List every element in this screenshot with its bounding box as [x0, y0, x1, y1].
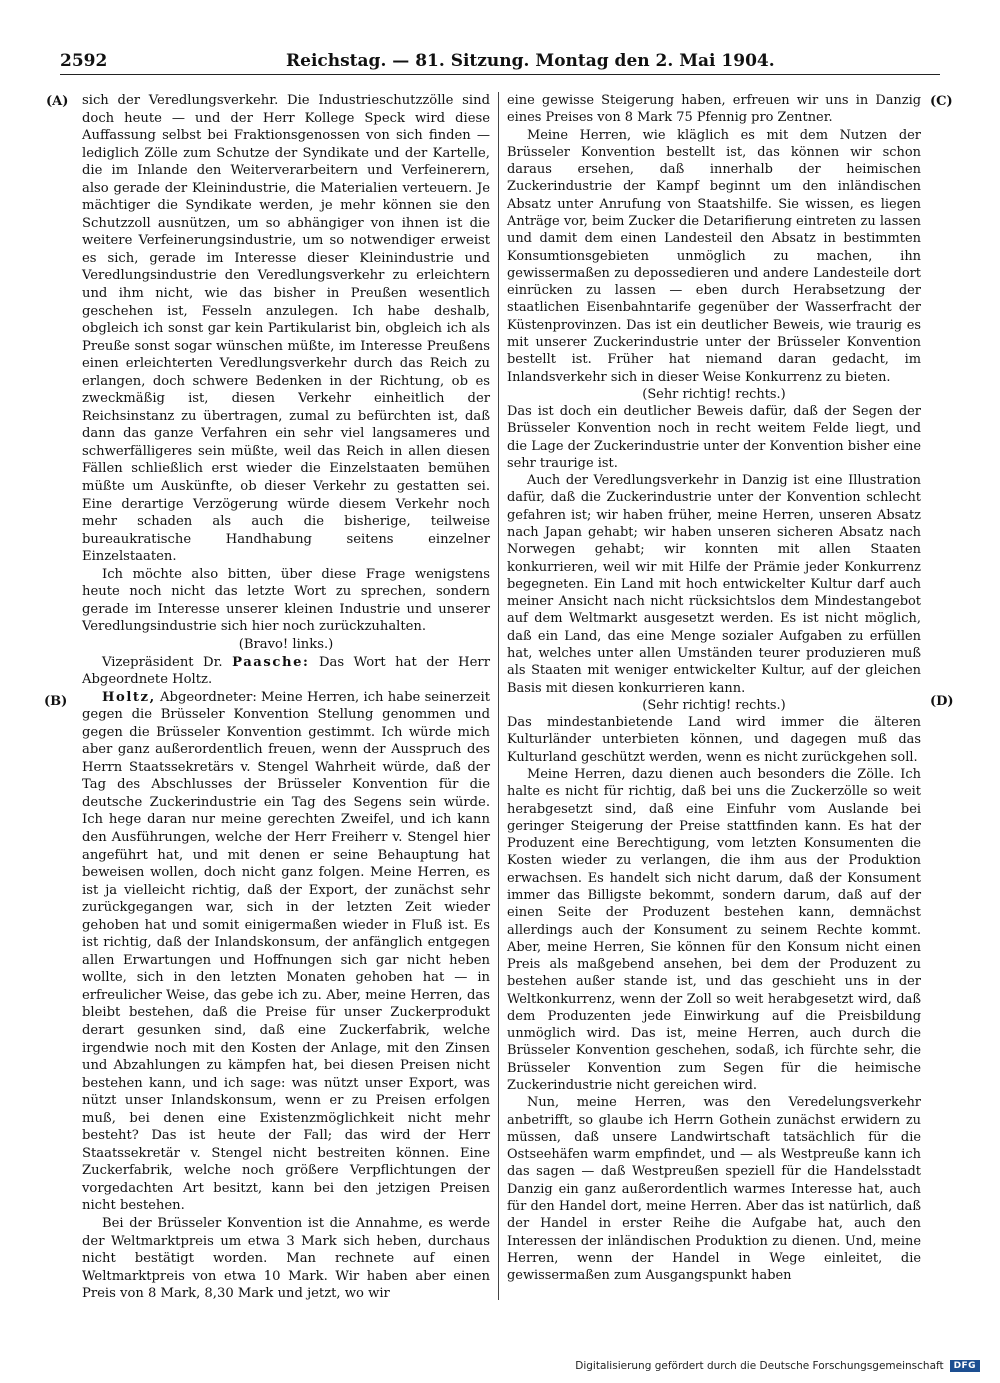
column-divider — [498, 92, 499, 1300]
chair-text: Das Wort hat der Herr Abgeordnete Holtz. — [82, 654, 490, 688]
paragraph: Bei der Brüsseler Konvention ist die Annahme, es werde der Weltmarktpreis um etwa 3 Mark sich heben, durchaus nicht bestätigt worden. Man rechnete auf einen Weltmarktpreis von etwa 10 Mark. Wir haben aber einen Preis von 8 Mark, 8,30 Mark und jetzt, wo wir — [82, 1216, 490, 1302]
left-column — [82, 92, 490, 1303]
applause-note: (Bravo! links.) — [238, 636, 334, 652]
margin-mark-c: (C) — [930, 94, 953, 109]
paragraph: Das mindestanbietende Land wird immer die älteren Kulturländer unterbieten können, und dagegen muß das Kulturland geschützt werden, wenn es nicht zurückgehen soll. — [507, 715, 921, 765]
paragraph: Das ist doch ein deutlicher Beweis dafür, daß der Segen der Brüsseler Konvention noch in recht weitem Felde liegt, und die Lage der Zuckerindustrie unter der Konvention bisher eine sehr traurige ist. — [507, 404, 921, 471]
dfg-logo: DFG — [950, 1360, 980, 1372]
page-number: 2592 — [60, 51, 108, 71]
paragraph: Meine Herren, dazu dienen auch besonders die Zölle. Ich halte es nicht für richtig, daß bei uns die Zuckerzölle so weit herabgesetzt sind, daß eine Einfuhr vom Auslande bei geringer Steigerung der Preise stattfinden kann. Es hat der Produzent eine Berechtigung, vom letzten Konsumenten die Kosten wieder zu verlangen, die ihm aus der Produktion erwachsen. Es handelt sich nicht darum, daß der Konsument immer das Billigste bekommt, sondern darum, daß auf der einen Seite der Produzent bestehen kann, demnächst allerdings auch der Konsument zu seinem Rechte kommt. Aber, meine Herren, Sie können für den Konsum nicht einen Preis als maßgebend ansehen, bei dem der Produzent zu bestehen außer stande ist, und das geschieht uns in der Weltkonkurrenz, wenn der Zoll so weit herabgesetzt wird, daß dem Produzenten jede Einwirkung auf die Preisbildung unmöglich wird. Das ist, meine Herren, auch durch die Brüsseler Konvention geschehen, sodaß, ich fürchte sehr, die Brüsseler Konvention zum Segen für die heimische Zuckerindustrie nicht gereichen wird. — [507, 766, 921, 1094]
running-title: Reichstag. — 81. Sitzung. Montag den 2. Mai 1904. — [286, 51, 775, 71]
speaker-paragraph — [82, 654, 490, 689]
speaker-paragraph — [82, 689, 490, 1215]
paragraph: Ich möchte also bitten, über diese Frage wenigstens heute noch nicht das letzte Wort zu sprechen, sondern gerade im Interesse unserer kleinen Industrie und unserer Veredlungsindustrie sich hier noch zurückzuhalten. — [82, 566, 490, 635]
right-column — [507, 92, 921, 1284]
paragraph: sich der Veredlungsverkehr. Die Industrieschutzzölle sind doch heute — und der Herr Kollege Speck wird diese Auffassung selbst bei Fraktionsgenossen von sich finden — lediglich Zölle zum Schutze der Syndikate und der Kartelle, die im Inlande den Weiterverarbeitern und Verfeinerern, also gerade der Kleinindustrie, die Materialien verteuern. Je mächtiger die Syndikate werden, je mehr können sie den Schutzzoll ausnützen, um so abhängiger von ihnen ist die weitere Verfeinerungsindustrie, um so notwendiger erweist es sich, gerade im Interesse dieser Kleinindustrie und Veredlungsindustrie den Veredlungsverkehr zu erleichtern und ihm nicht, wie das bisher in Preußen wesentlich geschehen ist, Fesseln anzulegen. Ich habe deshalb, obgleich ich sonst gar kein Partikularist bin, obgleich ich als Preuße sonst sogar wünschen müßte, im Interesse Preußens einen erleichterten Veredlungsverkehr durch das Reich zu erlangen, doch schwere Bedenken in der Richtung, ob es zweckmäßig ist, diesen Verkehr einheitlich der Reichsinstanz zu übertragen, zumal zu befürchten ist, daß dann das ganze Verfahren ein sehr viel langsameres und schwerfälligeres sein müßte, weil das Reich in allen diesen Fällen schließlich erst wieder die Einzelstaaten bemühen müßte um Auskünfte, ob dieser Verkehr zu gestatten sei. Eine derartige Verzögerung würde diesem Verkehr noch mehr schaden als auch die bisherige, teilweise bureaukratische Handhabung seitens einzelner Einzelstaaten. — [82, 93, 490, 565]
page-header — [60, 50, 940, 75]
margin-mark-d: (D) — [930, 694, 954, 709]
paragraph: Auch der Veredlungsverkehr in Danzig ist eine Illustration dafür, daß die Zuckerindustrie unter der Konvention schlecht gefahren ist; wir haben früher, meine Herren, unseren Absatz nach Japan gehabt; wir haben unseren sicheren Absatz nach Norwegen gehabt; wir konnten mit allen Staaten konkurrieren, weil wir mit Hilfe der Prämie jeder Konkurrenz begegneten. Ein Land mit hoch entwickelter Kultur darf auch meiner Ansicht nach nicht rücksichtslos dem Mindestangebot auf dem Weltmarkt ausgesetzt werden. Es ist nicht möglich, daß ein Land, das eine Menge sozialer Aufgaben zu erfüllen hat, welches unter allen Umständen teurer produzieren muß als Staaten mit weniger entwickelter Kultur, auf der gleichen Basis mit diesen konkurrieren kann. — [507, 473, 921, 696]
chair-name: Paasche: — [232, 654, 310, 670]
applause-note: (Sehr richtig! rechts.) — [642, 386, 786, 402]
margin-mark-a: (A) — [46, 94, 69, 109]
paragraph: eine gewisse Steigerung haben, erfreuen wir uns in Danzig eines Preises von 8 Mark 75 Pfennig pro Zentner. — [507, 93, 921, 126]
paragraph: Meine Herren, wie kläglich es mit dem Nutzen der Brüsseler Konvention bestellt ist, das können wir schon daraus ersehen, daß innerhalb der heimischen Zuckerindustrie der Kampf beginnt um den inländischen Absatz unter Anrufung von Staatshilfe. Sie wissen, es liegen Anträge vor, beim Zucker die Detarifierung eintreten zu lassen und damit dem einen Landesteil den Absatz in bestimmten Konsumtionsgebieten unmöglich zu machen, ihn gewissermaßen zu depossedieren und andere Landesteile dort einrücken zu lassen — eben durch Herabsetzung der staatlichen Eisenbahntarife gegenüber der Wasserfracht der Küstenprovinzen. Das ist ein deutlicher Beweis, wie traurig es mit unserer Zuckerindustrie unter der Brüsseler Konvention bestellt ist. Früher hat niemand daran gedacht, im Inlandsverkehr sich in dieser Weise Konkurrenz zu bieten. — [507, 127, 921, 385]
margin-mark-b: (B) — [44, 694, 68, 709]
digitization-credit — [575, 1360, 980, 1372]
speaker-name: Holtz, — [102, 689, 156, 705]
speaker-text: Abgeordneter: Meine Herren, ich habe seinerzeit gegen die Brüsseler Konvention Stellung genommen und gegen die Brüsseler Konvention gestimmt. Ich würde mich aber ganz außerordentlich freuen, wenn der Ausspruch des Herrn Staatssekretärs v. Stengel Wahrheit würde, daß der Tag des Abschlusses der Brüsseler Konvention für die deutsche Zuckerindustrie ein Tag des Segens sein würde. Ich hege daran nur meine gerechten Zweifel, und ich kann den Ausführungen, welche der Herr Freiherr v. Stengel hier angeführt hat, und mit denen er seine Behauptung hat beweisen wollen, doch nicht ganz folgen. Meine Herren, es ist ja vielleicht richtig, daß der Export, der zunächst sehr zurückgegangen war, sich in der letzten Zeit wieder gehoben hat und somit einigermaßen wieder in Fluß ist. Es ist richtig, daß der Inlandskonsum, der anfänglich entgegen allen Erwartungen und Hoffnungen sich gar nicht heben wollte, sich in den letzten Monaten gehoben hat — in erfreulicher Weise, das gebe ich zu. Aber, meine Herren, das bleibt bestehen, daß die Preise für unser Zuckerprodukt derart gesunken sind, daß eine Zuckerfabrik, welche irgendwie noch mit den Kosten der Anlage, mit den Zinsen und Abzahlungen zu kämpfen hat, bei diesen Preisen nicht bestehen kann, und ich sage: was nützt unser Export, was nützt unser Inlandskonsum, wenn er zu Preisen erfolgen muß, bei denen eine Existenzmöglichkeit nicht mehr besteht? Das ist heute der Fall; das wird der Herr Staatssekretär v. Stengel nicht bestreiten können. Eine Zuckerfabrik, welche noch größere Verpflichtungen der vorgedachten Art besitzt, kann bei den jetzigen Preisen nicht bestehen. — [82, 689, 490, 1214]
paragraph: Nun, meine Herren, was den Veredelungsverkehr anbetrifft, so glaube ich Herrn Gothein zunächst erwidern zu müssen, daß unsere Landwirtschaft tatsächlich für die Ostseehäfen warm empfindet, und — als Westpreuße kann ich das sagen — daß Westpreußen speziell für die Handelsstadt Danzig ein ganz außerordentlich warmes Interesse hat, auch für den Handel dort, meine Herren. Aber das ist natürlich, daß der Handel in erster Reihe die Aufgabe hat, auch den Interessen der inländischen Produktion zu dienen. Und, meine Herren, wenn der Handel in Wege einleitet, die gewissermaßen zum Ausgangspunkt haben — [507, 1095, 921, 1284]
chair-title: Vizepräsident Dr. — [102, 654, 223, 670]
applause-note: (Sehr richtig! rechts.) — [642, 697, 786, 713]
credit-text: Digitalisierung gefördert durch die Deutsche Forschungsgemeinschaft — [575, 1360, 944, 1372]
